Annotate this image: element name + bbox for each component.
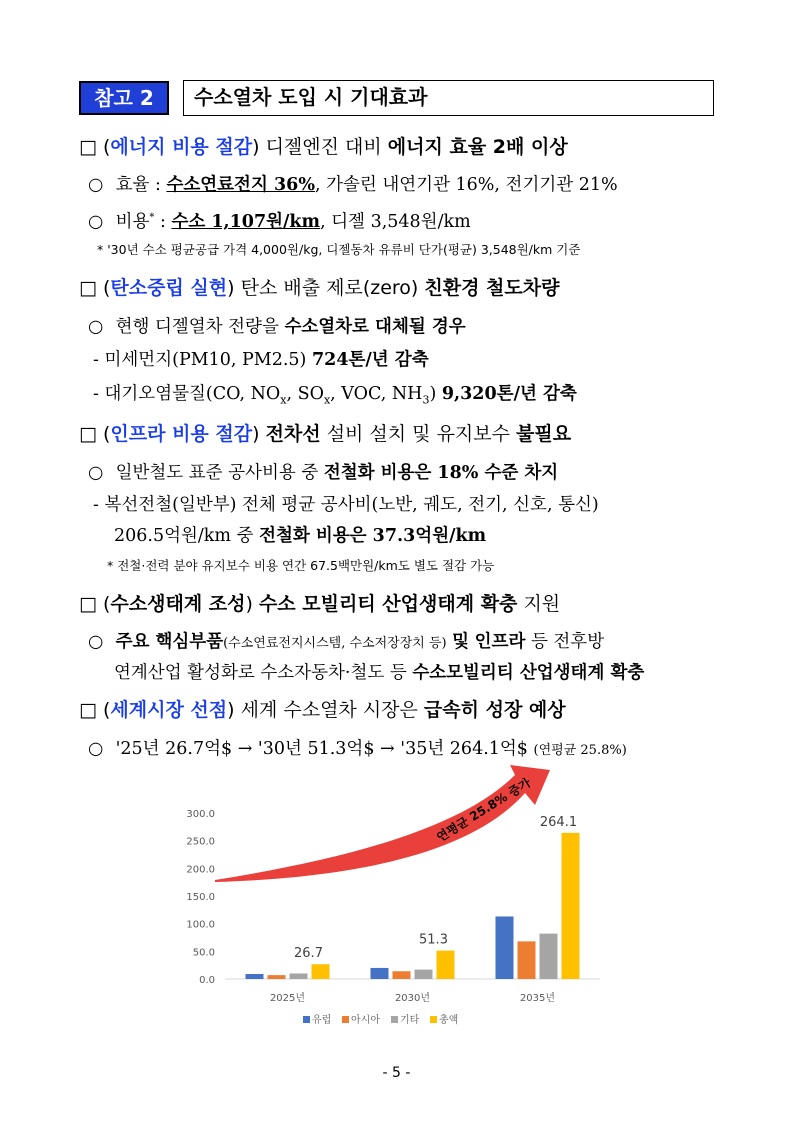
legend-label: 아시아 [351,1015,380,1026]
item-text: 206.5억원/km 중 [114,526,254,546]
item-text: , 디젤 3,548원/km [320,212,471,232]
y-tick-label: 0.0 [199,975,215,986]
x-tick-label: 2030년 [394,993,431,1004]
circle-bullet-icon: ○ [88,175,104,195]
section-infra-heading: □ (인프라 비용 절감) 전차선 설비 설치 및 유지보수 불필요 [79,423,572,445]
item-strong: 수소모빌리티 산업생태계 확충 [412,663,645,683]
item-strong: 인프라 [474,632,526,652]
footnote-mark: * [149,212,155,224]
item-small: (연평균 25.8%) [533,743,627,758]
item-strong: 724톤/년 감축 [311,350,429,370]
heading-text: 지원 [523,593,561,615]
section-market-heading: □ (세계시장 선점) 세계 수소열차 시장은 급속히 성장 예상 [79,699,566,721]
bar-아시아-2035년 [518,941,536,979]
growth-annotation: 연평균 25.8% 증가 [434,775,534,845]
y-tick-label: 150.0 [186,892,215,903]
heading-strong: 급속히 성장 예상 [423,699,566,721]
carbon-pollutant-item [93,380,577,407]
section-tag: 수소생태계 조성 [110,593,246,615]
carbon-pm-item [93,346,429,371]
dash-bullet: - [93,384,99,404]
item-text: , SO [286,384,324,404]
legend-label: 유럽 [312,1015,332,1026]
bar-아시아-2030년 [393,971,411,979]
item-text: , 가솔린 내연기관 16%, 전기기관 21% [314,175,618,195]
item-small: (수소연료전지시스템, 수소저장장치 등) [223,636,447,651]
circle-bullet-icon: ○ [88,317,104,337]
bar-유럽-2035년 [496,916,514,979]
legend-swatch-아시아 [342,1016,349,1023]
item-colon: : [154,212,166,232]
energy-cost-item [88,208,471,233]
section-tag: 에너지 비용 절감 [110,136,253,158]
heading-strong: 전차선 [265,423,321,445]
x-tick-label: 2025년 [269,993,306,1004]
energy-efficiency-item [88,171,618,196]
bar-아시아-2025년 [268,975,286,979]
carbon-replace-item [88,313,466,338]
legend-label: 기타 [400,1015,420,1026]
checkbox-icon: □ [79,423,97,445]
bar-총액-2035년 [562,833,580,979]
item-text: , VOC, NH [330,384,423,404]
item-text: 일반철도 표준 공사비용 중 [115,463,319,483]
circle-bullet-icon: ○ [88,463,104,483]
item-text: ) [429,384,437,404]
page-title: 수소열차 도입 시 기대효과 [183,80,714,116]
y-tick-label: 50.0 [192,947,215,959]
y-tick-label: 200.0 [186,864,215,876]
y-tick-label: 100.0 [186,919,215,931]
heading-text: 디젤엔진 대비 [265,136,382,158]
item-strong: 수소열차로 대체될 경우 [284,317,466,337]
x-tick-label: 2035년 [519,993,556,1004]
item-label: 효율 : [115,175,161,195]
checkbox-icon: □ [79,699,97,721]
legend-swatch-기타 [391,1016,398,1023]
subscript: x [280,393,287,407]
energy-footnote: * '30년 수소 평균공급 가격 4,000원/kg, 디젤동차 유류비 단가(평균) 3,548원/km 기준 [97,242,581,257]
reference-badge: 참고 2 [79,81,169,115]
heading-strong: 에너지 효율 2배 이상 [387,136,568,158]
bar-유럽-2030년 [371,968,389,979]
subscript: 3 [422,393,430,407]
ecosystem-item-line2 [114,659,644,684]
y-tick-label: 250.0 [186,836,215,848]
heading-strong: 수소 모빌리티 산업생태계 확충 [258,593,518,615]
legend-label: 총액 [439,1015,459,1026]
infra-share-item [88,459,558,484]
item-strong: 및 [452,632,470,652]
item-strong: 전철화 비용은 18% 수준 차지 [323,463,559,483]
circle-bullet-icon: ○ [88,739,104,759]
infra-cost-item-line2 [114,522,486,547]
item-label: 비용 [115,212,150,232]
checkbox-icon: □ [79,136,97,158]
circle-bullet-icon: ○ [88,212,104,232]
bar-총액-2025년 [312,964,330,979]
checkbox-icon: □ [79,593,97,615]
dash-bullet: - [93,495,99,515]
page-number: - 5 - [382,1065,411,1081]
section-carbon-heading: □ (탄소중립 실현) 탄소 배출 제로(zero) 친환경 철도차량 [79,277,560,299]
legend-swatch-유럽 [303,1016,310,1023]
item-strong: 9,320톤/년 감축 [441,384,577,404]
item-text: 미세먼지(PM10, PM2.5) [104,350,307,370]
data-label: 264.1 [539,814,578,830]
item-text: 현행 디젤열차 전량을 [115,317,279,337]
heading-strong: 친환경 철도차량 [424,277,560,299]
section-tag: 탄소중립 실현 [110,277,228,299]
item-text: '25년 26.7억$ → '30년 51.3억$ → '35년 264.1억$ [115,739,528,759]
bar-기타-2030년 [415,970,433,979]
heading-strong: 불필요 [516,423,572,445]
heading-text: 탄소 배출 제로(zero) [240,277,419,299]
growth-arrow [215,765,550,882]
item-strong: 주요 핵심부품 [115,632,224,652]
heading-text: 세계 수소열차 시장은 [240,699,418,721]
ecosystem-item [88,628,604,653]
section-energy-heading: □ (에너지 비용 절감) 디젤엔진 대비 에너지 효율 2배 이상 [79,136,568,158]
item-text: 등 전후방 [530,632,605,652]
market-chart [170,760,630,1045]
subscript: x [323,393,331,407]
item-strong: 수소연료전지 36% [166,175,315,195]
market-growth-item [88,735,627,760]
data-label: 26.7 [294,946,323,962]
circle-bullet-icon: ○ [88,632,104,652]
heading-text: 설비 설치 및 유지보수 [326,423,510,445]
section-tag: 인프라 비용 절감 [110,423,253,445]
bar-기타-2035년 [540,934,558,979]
dash-bullet: - [93,350,99,370]
y-tick-label: 300.0 [186,809,215,820]
legend-swatch-총액 [430,1016,437,1023]
data-label: 51.3 [419,932,448,948]
item-strong: 수소 1,107원/km [171,212,321,232]
item-strong: 전철화 비용은 37.3억원/km [259,526,487,546]
bar-기타-2025년 [290,973,308,979]
section-tag: 세계시장 선점 [110,699,228,721]
item-text: 대기오염물질(CO, NO [104,384,281,404]
checkbox-icon: □ [79,277,97,299]
infra-cost-item [93,491,599,516]
bar-총액-2030년 [437,951,455,979]
item-text: 연계산업 활성화로 수소자동차·철도 등 [114,663,407,683]
item-text: 복선전철(일반부) 전체 평균 공사비(노반, 궤도, 전기, 신호, 통신) [104,495,599,515]
section-ecosystem-heading: □ (수소생태계 조성) 수소 모빌리티 산업생태계 확충 지원 [79,593,561,615]
bar-유럽-2025년 [246,974,264,979]
infra-footnote: * 전철·전력 분야 유지보수 비용 연간 67.5백만원/km도 별도 절감 가능 [107,558,495,573]
